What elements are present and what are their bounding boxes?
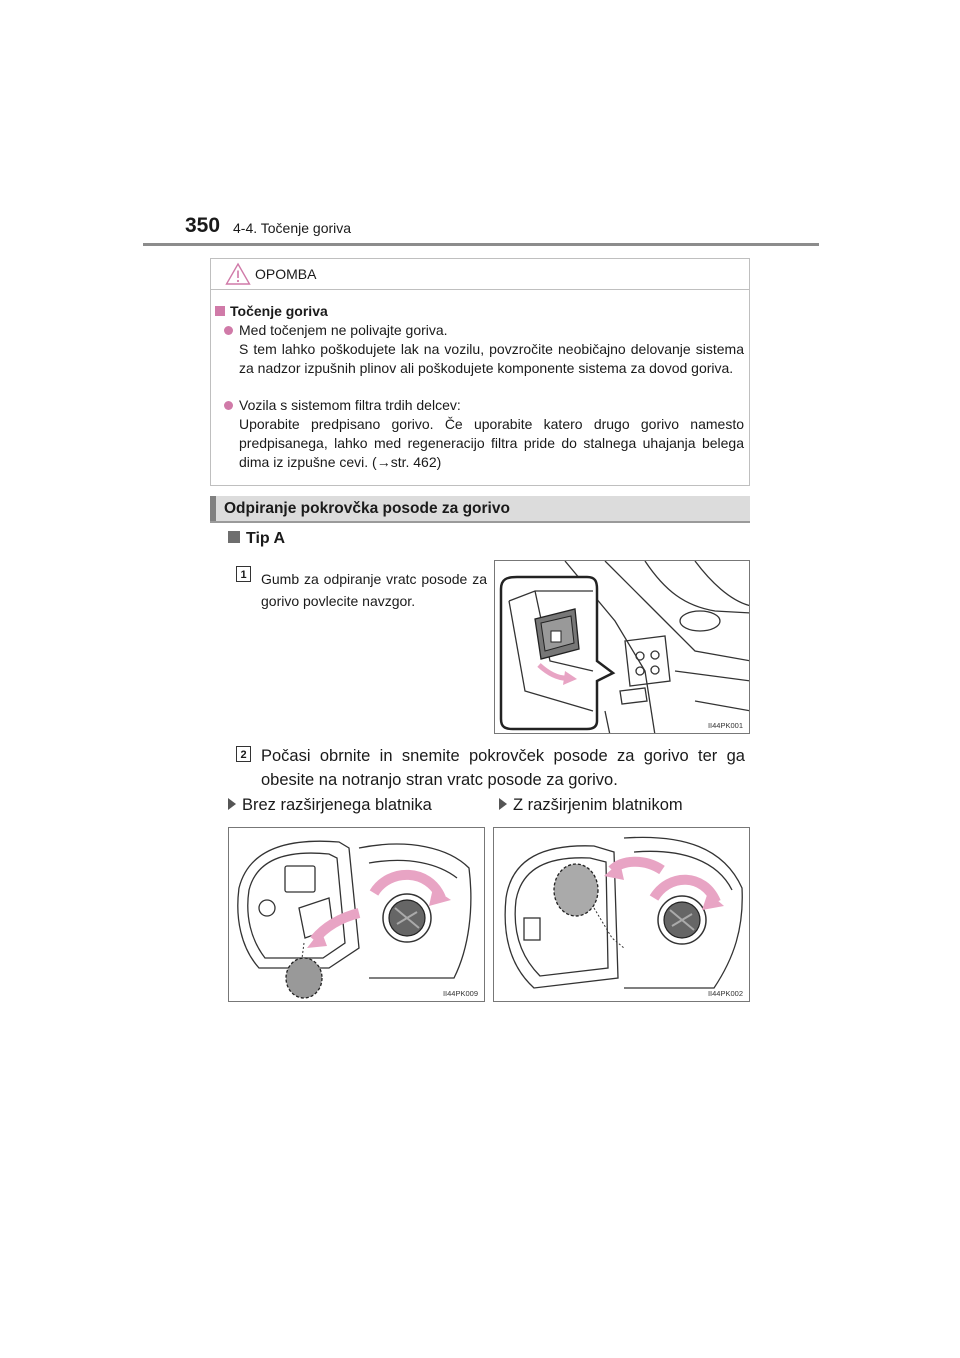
notice-subheading: Točenje goriva: [215, 303, 328, 319]
bullet-body: Uporabite predpisano gorivo. Če uporabite katero drugo gorivo namesto predpisanega, lahko med regeneracijo filtra pride do stalnega uhajanja belega dima iz izpušne cevi. (→str. 462): [239, 416, 744, 470]
fuel-cap-removal-illustration-fender: [493, 827, 750, 1002]
bullet-body: S tem lahko poškodujete lak na vozilu, povzročite neobičajno delovanje sistema za nadzor izpušnih plinov ali poškodujete komponente sistema za dovod goriva.: [239, 341, 744, 376]
fuel-door-opener-illustration: [494, 560, 750, 734]
section-title: Odpiranje pokrovčka posode za gorivo: [224, 500, 510, 517]
option-heading: Brez razširjenega blatnika: [228, 796, 432, 815]
bullet-lead: Vozila s sistemom filtra trdih delcev:: [239, 397, 461, 413]
image-code: II44PK002: [707, 989, 743, 998]
dot-bullet-icon: [224, 326, 233, 335]
section-accent: [210, 496, 216, 521]
step-text: Počasi obrnite in snemite pokrovček posode za gorivo ter ga obesite na notranjo stran vratc posode za gorivo.: [261, 747, 745, 789]
image-code: II44PK009: [442, 989, 478, 998]
notice-bullet: [224, 321, 744, 378]
image-code: II44PK001: [707, 721, 743, 730]
section-header: 4-4. Točenje goriva: [233, 220, 352, 236]
triangle-bullet-icon: [228, 798, 236, 810]
option-heading: Z razširjenim blatnikom: [499, 796, 683, 815]
square-bullet-icon: [215, 306, 225, 316]
fuel-cap-removal-illustration: [228, 827, 485, 1002]
step-text: Gumb za odpiranje vratc posode za gorivo povlecite navzgor.: [261, 571, 487, 609]
bullet-lead: Med točenjem ne polivajte goriva.: [239, 322, 448, 338]
page-number: 350: [185, 214, 221, 237]
notice-bullet: [224, 396, 744, 472]
warning-icon: [225, 262, 251, 286]
dot-bullet-icon: [224, 401, 233, 410]
step-number: 1: [236, 566, 251, 582]
notice-header: [211, 259, 749, 290]
notice-title: OPOMBA: [255, 266, 317, 282]
step-number: 2: [236, 746, 251, 762]
square-bullet-icon: [228, 531, 240, 543]
notice-box: [210, 258, 750, 486]
header-rule: [143, 243, 819, 246]
section-title-bar: [210, 496, 750, 523]
type-heading: Tip A: [228, 530, 285, 548]
triangle-bullet-icon: [499, 798, 507, 810]
